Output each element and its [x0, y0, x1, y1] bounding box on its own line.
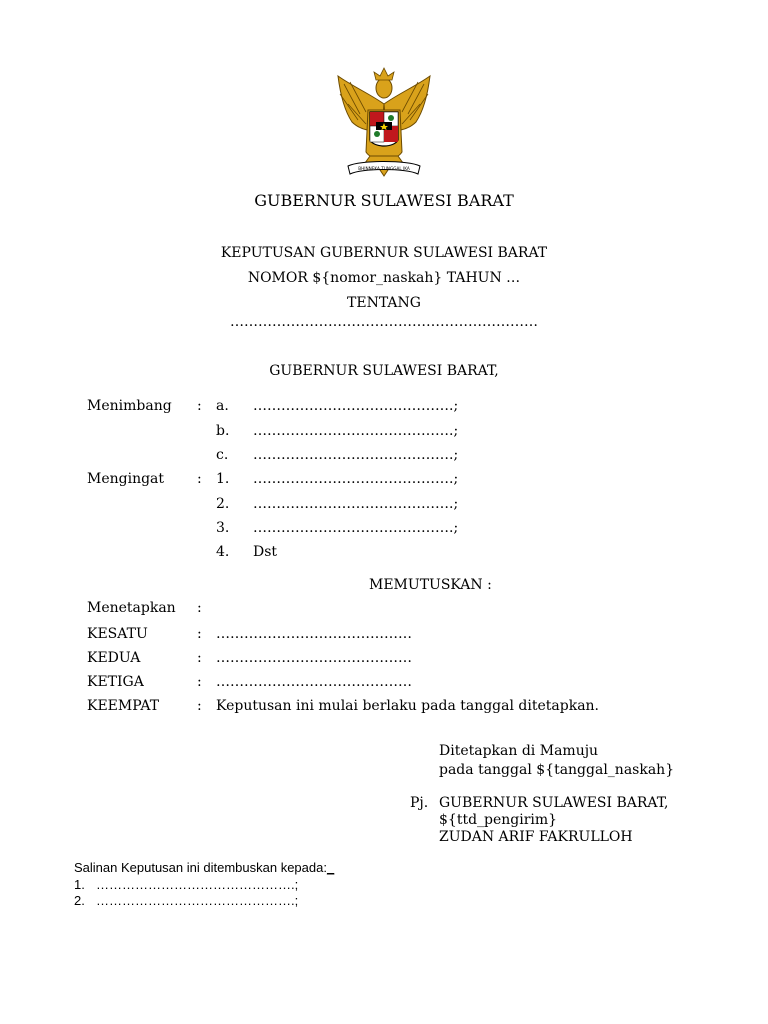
mengingat-item: …………………………………….;: [253, 471, 459, 487]
decree-number: NOMOR ${nomor_naskah} TAHUN …: [247, 270, 521, 286]
mengingat-colon: :: [197, 471, 202, 487]
menimbang-marker: a.: [216, 398, 229, 414]
mengingat-item: …………………………………….;: [253, 496, 459, 512]
svg-text:BHINNEKA TUNGGAL IKA: BHINNEKA TUNGGAL IKA: [358, 166, 410, 171]
diktum-colon: :: [197, 600, 202, 616]
diktum-text: ……………………………………: [216, 650, 412, 666]
diktum-label: Menetapkan: [87, 600, 176, 616]
tembusan-item: ……………………………………….;: [96, 877, 299, 892]
signature-prefix: Pj.: [410, 795, 429, 811]
diktum-label: KESATU: [87, 626, 148, 642]
garuda-pancasila-emblem-icon: [330, 64, 438, 182]
tembusan-heading: [74, 860, 334, 875]
diktum-colon: :: [197, 650, 202, 666]
menimbang-item: …………………………………….;: [253, 423, 459, 439]
diktum-label: KEDUA: [87, 650, 141, 666]
tembusan-item: ……………………………………….;: [96, 893, 299, 908]
memutuskan-heading: MEMUTUSKAN :: [369, 577, 492, 593]
diktum-label: KETIGA: [87, 674, 144, 690]
diktum-text: ……………………………………: [216, 674, 412, 690]
diktum-colon: :: [197, 698, 202, 714]
mengingat-marker: 2.: [216, 496, 230, 512]
menimbang-item: …………………………………….;: [253, 447, 459, 463]
diktum-text: Keputusan ini mulai berlaku pada tanggal ditetapkan.: [216, 698, 600, 714]
tembusan-marker: 2.: [74, 893, 85, 908]
decree-subject: …………………………………………………………: [230, 314, 538, 330]
governor-title: GUBERNUR SULAWESI BARAT: [254, 191, 514, 210]
ditetapkan-date: pada tanggal ${tanggal_naskah}: [439, 762, 675, 778]
mengingat-marker: 3.: [216, 520, 230, 536]
mengingat-item: …………………………………….;: [253, 520, 459, 536]
tembusan-intro: Salinan Keputusan ini ditembuskan kepada:: [74, 860, 327, 875]
diktum-colon: :: [197, 674, 202, 690]
tembusan-marker: 1.: [74, 877, 85, 892]
mengingat-item: Dst: [253, 544, 278, 560]
mengingat-marker: 4.: [216, 544, 230, 560]
signature-ttd: ${ttd_pengirim}: [439, 812, 558, 828]
diktum-text: ……………………………………: [216, 626, 412, 642]
signature-name: ZUDAN ARIF FAKRULLOH: [439, 829, 633, 845]
menimbang-colon: :: [197, 398, 202, 414]
tembusan-underscore: _: [326, 860, 335, 875]
menimbang-label: Menimbang: [87, 398, 172, 414]
diktum-colon: :: [197, 626, 202, 642]
decree-title: KEPUTUSAN GUBERNUR SULAWESI BARAT: [220, 245, 548, 261]
mengingat-label: Mengingat: [87, 471, 165, 487]
menimbang-marker: b.: [216, 423, 230, 439]
mengingat-marker: 1.: [216, 471, 230, 487]
diktum-label: KEEMPAT: [87, 698, 160, 714]
ditetapkan-place: Ditetapkan di Mamuju: [439, 743, 599, 759]
menimbang-item: …………………………………….;: [253, 398, 459, 414]
menimbang-marker: c.: [216, 447, 229, 463]
issuer-heading: GUBERNUR SULAWESI BARAT,: [269, 363, 499, 379]
signature-position: GUBERNUR SULAWESI BARAT,: [439, 795, 669, 811]
decree-tentang: TENTANG: [347, 295, 421, 311]
